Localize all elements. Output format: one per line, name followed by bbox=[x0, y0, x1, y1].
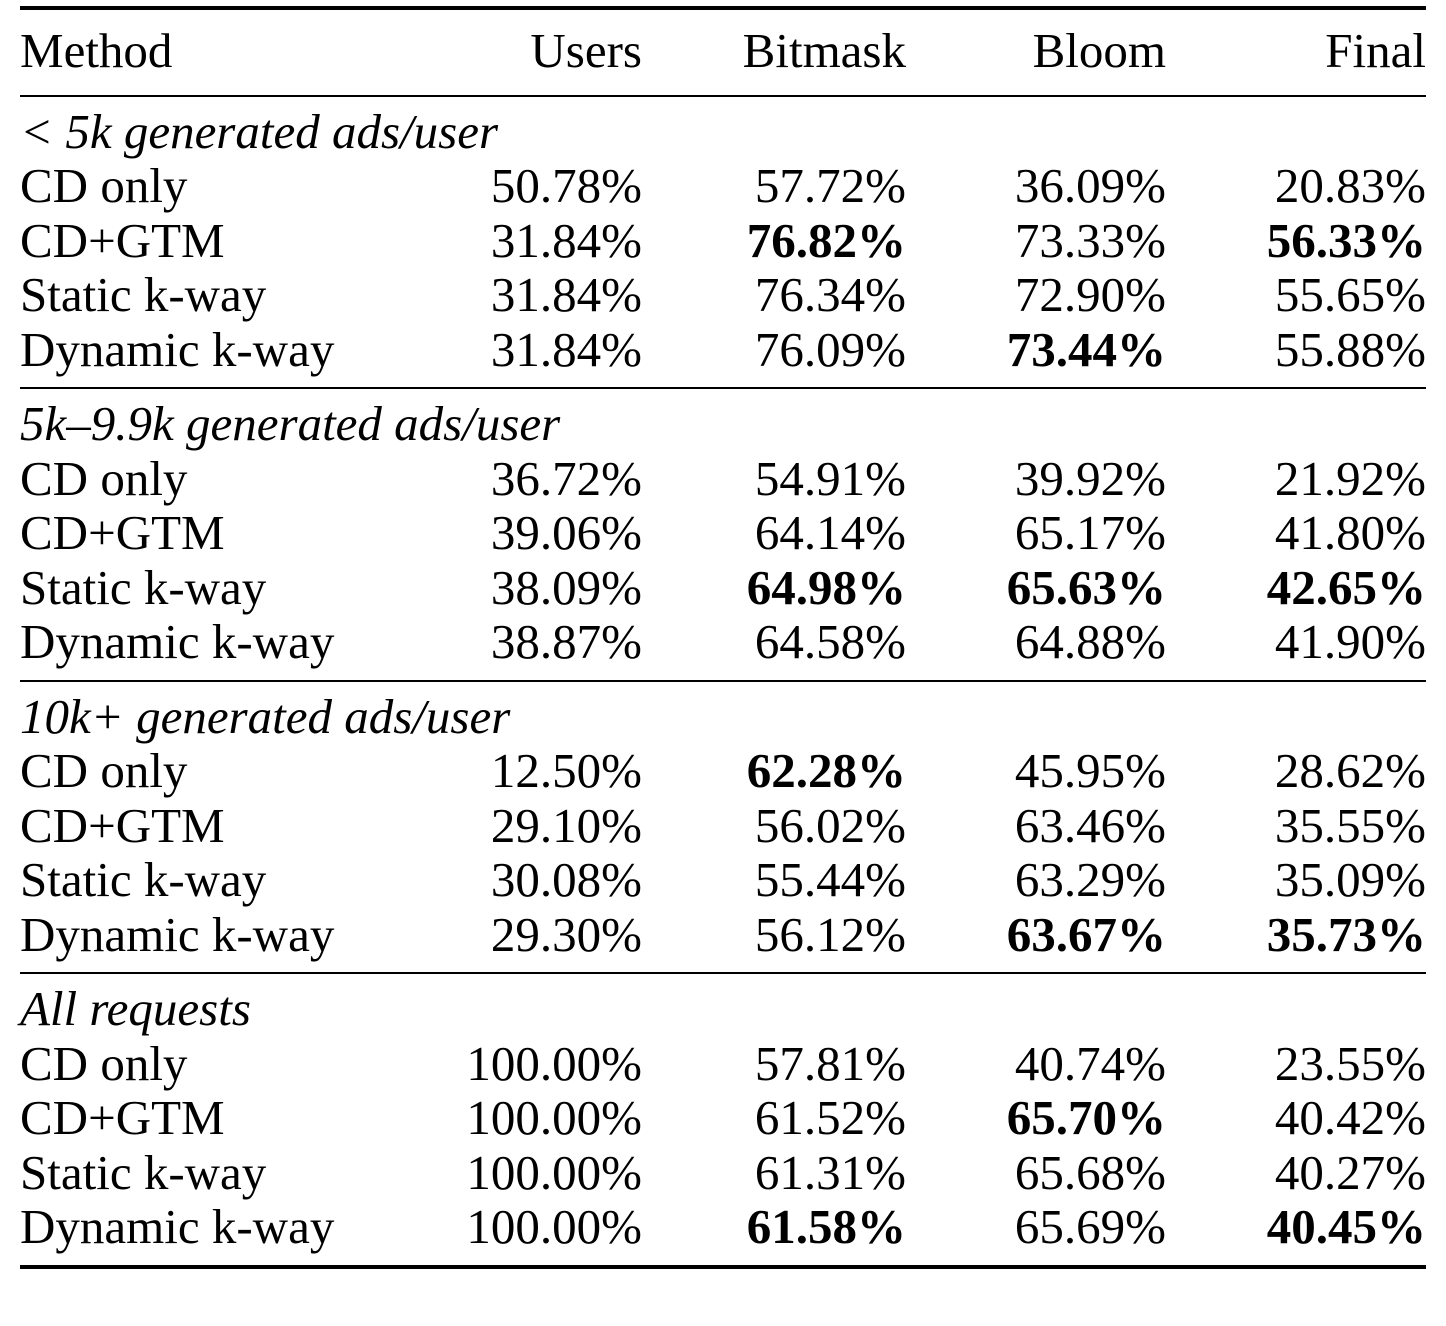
cell-bloom: 63.29% bbox=[1014, 852, 1166, 907]
cell-bitmask: 56.12% bbox=[642, 908, 906, 974]
cell-final: 20.83% bbox=[1274, 158, 1426, 213]
table-row bbox=[20, 908, 1426, 974]
cell-bitmask: 61.52% bbox=[754, 1090, 906, 1145]
cell-users: 100.00% bbox=[420, 1200, 642, 1267]
cell-bloom: 65.17% bbox=[1014, 505, 1166, 560]
group-title-row bbox=[20, 96, 1426, 160]
group-title-row bbox=[20, 973, 1426, 1037]
cell-bitmask: 76.09% bbox=[642, 323, 906, 389]
group-title: 10k+ generated ads/user bbox=[20, 688, 511, 744]
cell-bitmask: 64.14% bbox=[754, 505, 906, 560]
group-title-row bbox=[20, 388, 1426, 452]
cell-method: Dynamic k-way bbox=[20, 1200, 420, 1267]
cell-bitmask: 55.44% bbox=[754, 852, 906, 907]
table-body bbox=[20, 96, 1426, 1267]
cell-method: Static k-way bbox=[20, 852, 267, 907]
column-header-bitmask: Bitmask bbox=[642, 8, 906, 96]
table-row bbox=[20, 452, 1426, 507]
group-title-row bbox=[20, 681, 1426, 745]
cell-final: 35.73% bbox=[1166, 908, 1426, 974]
cell-method: CD only bbox=[20, 450, 188, 506]
table-row bbox=[20, 615, 1426, 681]
cell-bloom: 39.92% bbox=[1014, 450, 1166, 506]
cell-bloom: 65.69% bbox=[906, 1200, 1166, 1267]
cell-final: 40.42% bbox=[1274, 1090, 1426, 1145]
cell-bitmask: 56.02% bbox=[754, 797, 906, 853]
cell-method: CD+GTM bbox=[20, 505, 225, 560]
cell-method: Static k-way bbox=[20, 267, 267, 322]
cell-final: 41.80% bbox=[1274, 505, 1426, 560]
cell-bitmask: 61.31% bbox=[754, 1144, 906, 1200]
cell-bloom: 65.63% bbox=[1006, 559, 1166, 615]
table-row bbox=[20, 744, 1426, 799]
table-row bbox=[20, 268, 1426, 323]
cell-method: Dynamic k-way bbox=[20, 908, 420, 974]
cell-bloom: 65.68% bbox=[1014, 1144, 1166, 1200]
cell-method: Dynamic k-way bbox=[20, 615, 420, 681]
cell-bitmask: 64.98% bbox=[746, 559, 906, 615]
cell-bloom: 73.33% bbox=[1014, 212, 1166, 268]
cell-final: 40.45% bbox=[1166, 1200, 1426, 1267]
column-header-method: Method bbox=[20, 8, 420, 96]
results-table bbox=[20, 6, 1426, 1269]
cell-bitmask: 76.34% bbox=[754, 267, 906, 322]
cell-bitmask: 57.81% bbox=[754, 1035, 906, 1091]
cell-method: CD+GTM bbox=[20, 1090, 225, 1145]
table-row bbox=[20, 1200, 1426, 1267]
cell-users: 100.00% bbox=[466, 1090, 642, 1145]
table-row bbox=[20, 853, 1426, 908]
cell-final: 35.55% bbox=[1274, 797, 1426, 853]
cell-bitmask: 62.28% bbox=[746, 743, 906, 798]
cell-bloom: 64.88% bbox=[906, 615, 1166, 681]
cell-users: 31.84% bbox=[490, 267, 642, 322]
cell-method: CD only bbox=[20, 1035, 188, 1091]
cell-users: 100.00% bbox=[466, 1035, 642, 1091]
table-row bbox=[20, 1037, 1426, 1092]
cell-users: 100.00% bbox=[466, 1144, 642, 1200]
cell-method: Static k-way bbox=[20, 559, 267, 615]
cell-bloom: 36.09% bbox=[1014, 158, 1166, 213]
cell-final: 35.09% bbox=[1274, 852, 1426, 907]
cell-users: 31.84% bbox=[490, 212, 642, 268]
results-table-container bbox=[20, 6, 1426, 1269]
cell-final: 41.90% bbox=[1166, 615, 1426, 681]
table-row bbox=[20, 214, 1426, 269]
group-title: < 5k generated ads/user bbox=[20, 103, 499, 159]
cell-bitmask: 54.91% bbox=[754, 450, 906, 506]
cell-bitmask: 64.58% bbox=[642, 615, 906, 681]
table-row bbox=[20, 1146, 1426, 1201]
cell-bloom: 73.44% bbox=[906, 323, 1166, 389]
cell-bitmask: 61.58% bbox=[642, 1200, 906, 1267]
cell-bitmask: 57.72% bbox=[754, 158, 906, 213]
cell-method: CD only bbox=[20, 743, 188, 798]
cell-users: 38.09% bbox=[490, 559, 642, 615]
table-row bbox=[20, 561, 1426, 616]
column-header-users: Users bbox=[420, 8, 642, 96]
cell-final: 23.55% bbox=[1274, 1035, 1426, 1091]
column-header-bloom: Bloom bbox=[906, 8, 1166, 96]
header-row bbox=[20, 8, 1426, 96]
cell-users: 39.06% bbox=[490, 505, 642, 560]
cell-final: 21.92% bbox=[1274, 450, 1426, 506]
cell-final: 42.65% bbox=[1266, 559, 1426, 615]
group-title: All requests bbox=[20, 981, 251, 1036]
cell-bloom: 65.70% bbox=[1006, 1090, 1166, 1145]
column-header-final: Final bbox=[1166, 8, 1426, 96]
cell-method: Dynamic k-way bbox=[20, 323, 420, 389]
cell-users: 31.84% bbox=[420, 323, 642, 389]
cell-users: 29.30% bbox=[420, 908, 642, 974]
group-title: 5k–9.9k generated ads/user bbox=[20, 396, 561, 451]
cell-final: 55.88% bbox=[1166, 323, 1426, 389]
cell-bloom: 40.74% bbox=[1014, 1035, 1166, 1091]
cell-bloom: 45.95% bbox=[1014, 743, 1166, 798]
cell-bitmask: 76.82% bbox=[746, 212, 906, 268]
cell-bloom: 72.90% bbox=[1014, 267, 1166, 322]
cell-users: 30.08% bbox=[490, 852, 642, 907]
cell-method: CD only bbox=[20, 158, 188, 213]
cell-bloom: 63.46% bbox=[1014, 797, 1166, 853]
cell-users: 38.87% bbox=[420, 615, 642, 681]
cell-final: 55.65% bbox=[1274, 267, 1426, 322]
cell-final: 56.33% bbox=[1266, 212, 1426, 268]
table-row bbox=[20, 506, 1426, 561]
cell-bloom: 63.67% bbox=[906, 908, 1166, 974]
cell-final: 28.62% bbox=[1274, 743, 1426, 798]
cell-method: CD+GTM bbox=[20, 797, 225, 853]
cell-final: 40.27% bbox=[1274, 1144, 1426, 1200]
cell-users: 50.78% bbox=[490, 158, 642, 213]
table-row bbox=[20, 323, 1426, 389]
table-row bbox=[20, 799, 1426, 854]
cell-users: 12.50% bbox=[490, 743, 642, 798]
cell-method: Static k-way bbox=[20, 1144, 267, 1200]
cell-users: 36.72% bbox=[490, 450, 642, 506]
table-row bbox=[20, 1091, 1426, 1146]
cell-method: CD+GTM bbox=[20, 212, 225, 268]
cell-users: 29.10% bbox=[490, 797, 642, 853]
table-row bbox=[20, 159, 1426, 214]
